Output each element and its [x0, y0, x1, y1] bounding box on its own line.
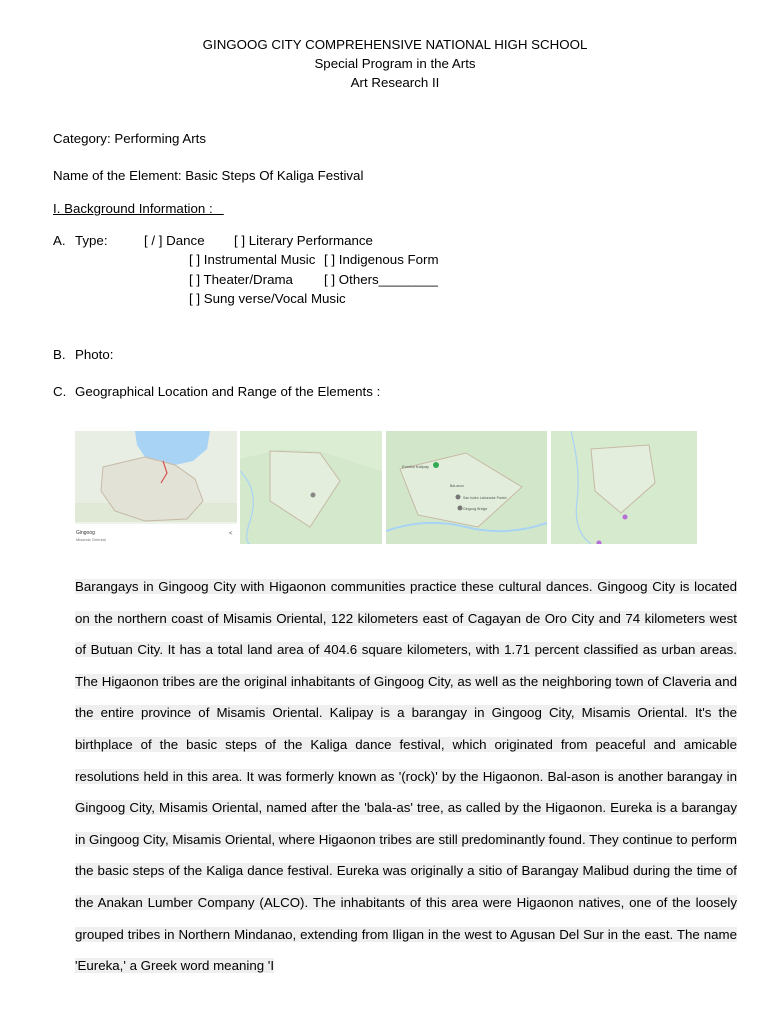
category-line: Category: Performing Arts — [53, 131, 206, 146]
geo-marker: C. — [53, 384, 67, 399]
map-gingoog-overview — [75, 431, 237, 544]
map3-label-balason: Bal-ason — [450, 484, 464, 488]
map-bal-ason — [386, 431, 547, 544]
map3-label-eureka: Eureka Kalipay — [402, 464, 429, 469]
option-indigenous: [ ] Indigenous Form — [324, 252, 439, 267]
map1-region: Misamis Oriental — [76, 537, 106, 542]
type-marker: A. — [53, 233, 66, 248]
photo-label: Photo: — [75, 347, 114, 362]
section-heading: I. Background Information : — [53, 201, 224, 216]
course-name: Art Research II — [350, 75, 440, 90]
option-theater: [ ] Theater/Drama — [189, 272, 293, 287]
map3-label-bridge: Gingoog Bridge — [463, 507, 488, 511]
map3-label-parish: San Isidro Laborador Parish — [463, 496, 507, 500]
geo-label: Geographical Location and Range of the Elements : — [75, 384, 381, 399]
svg-text:<: < — [229, 531, 233, 537]
map1-place: Gingoog — [76, 530, 95, 536]
map-kalipay — [240, 431, 382, 544]
location-description — [75, 571, 737, 982]
option-instrumental: [ ] Instrumental Music — [189, 252, 316, 267]
photo-marker: B. — [53, 347, 66, 362]
option-others: [ ] Others________ — [324, 272, 438, 287]
option-literary: [ ] Literary Performance — [234, 233, 373, 248]
option-sung: [ ] Sung verse/Vocal Music — [189, 291, 346, 306]
program-name: Special Program in the Arts — [314, 56, 476, 71]
option-dance: [ / ] Dance — [144, 233, 205, 248]
location-maps — [75, 431, 697, 544]
map-eureka — [551, 431, 697, 544]
element-name-line: Name of the Element: Basic Steps Of Kaliga Festival — [53, 168, 364, 183]
description-text: Barangays in Gingoog City with Higaonon communities practice these cultural dances. Gingoog City is located on the northern coast of Misamis Oriental, 122 kilometers east of Cagayan de Oro City and 74 kilometers west of Butuan City. It has a total land area of 404.6 square kilometers, with 1.71 percent classified as urban areas. The Higaonon tribes are the original inhabitants of Gingoog City, as well as the neighboring town of Claveria and the entire province of Misamis Oriental. Kalipay is a barangay in Gingoog City, Misamis Oriental. It's the birthplace of the basic steps of the Kaliga dance festival, which originated from peaceful and amicable resolutions held in this area. It was formerly known as '(rock)' by the Higaonon. Bal-ason is another barangay in Gingoog City, Misamis Oriental, named after the 'bala-as' tree, as called by the Higaonon. Eureka is a barangay in Gingoog City, Misamis Oriental, where Higaonon tribes are still predominantly found. They continue to perform the basic steps of the Kaliga dance festival. Eureka was originally a sitio of Barangay Malibud during the time of the Anakan Lumber Company (ALCO). The inhabitants of this area were Higaonon natives, one of the loosely grouped tribes in Northern Mindanao, extending from Iligan in the west to Agusan Del Sur in the east. The name 'Eureka,' a Greek word meaning 'I — [75, 579, 737, 974]
school-name: GINGOOG CITY COMPREHENSIVE NATIONAL HIGH SCHOOL — [202, 37, 588, 52]
type-label: Type: — [75, 233, 108, 248]
